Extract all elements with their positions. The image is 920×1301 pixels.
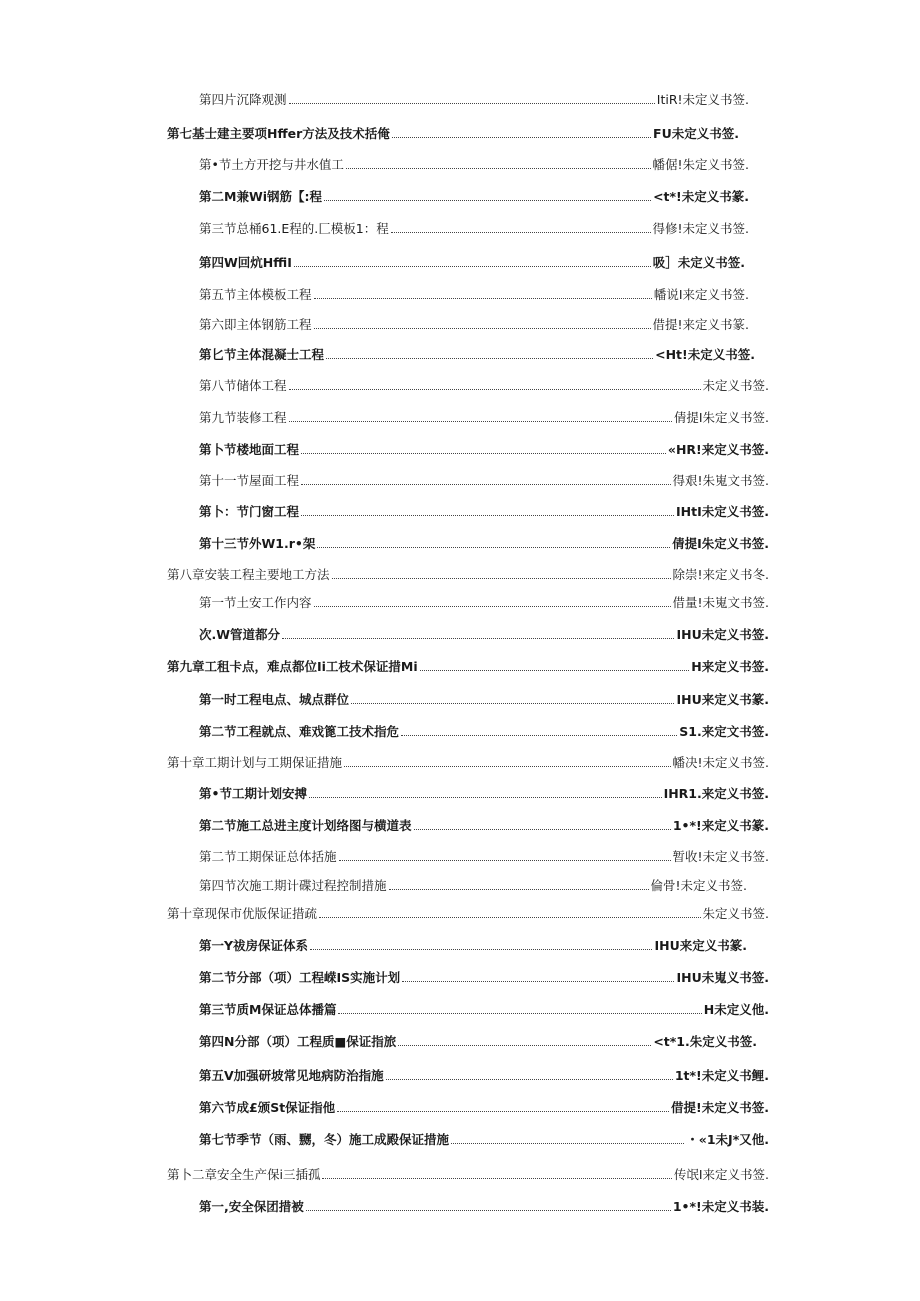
toc-entry-page-ref: IHU未定义书签. [676,627,769,642]
toc-entry[interactable] [199,1096,769,1120]
toc-entry[interactable] [199,623,769,647]
toc-entry-title: 第卜：节门窗工程 [199,504,300,519]
dot-leader [398,1037,651,1046]
toc-entry[interactable] [199,217,749,241]
toc-entry[interactable] [199,782,769,806]
toc-entry-page-ref: 倩提I朱定义书签. [672,536,769,551]
toc-entry-title: 第十三节外W1.r•架 [199,536,316,551]
dot-leader [420,662,690,671]
dot-leader [309,789,662,798]
toc-entry[interactable] [199,532,769,556]
toc-entry[interactable] [199,88,749,112]
dot-leader [289,95,655,104]
dot-leader [314,320,651,329]
toc-entry-title: 第四W回炕HffiI [199,255,292,270]
dot-leader [301,476,670,485]
toc-entry-page-ref: 幡说I来定义书签. [653,287,749,302]
toc-entry-page-ref: 1•*!未定义书装. [672,1199,769,1214]
toc-entry[interactable] [199,1128,769,1152]
toc-entry-page-ref: IHU来定义书篆. [654,938,747,953]
toc-entry-title: 第七基士建主要项Hffer方法及技术括俺 [167,126,390,141]
dot-leader [289,413,672,422]
toc-entry[interactable] [199,934,747,958]
dot-leader [332,570,671,579]
toc-entry-page-ref: 倫骨!未定义书签. [650,878,747,893]
toc-entry-page-ref: 倩提I朱定义书签. [673,410,769,425]
dot-leader [402,973,674,982]
toc-entry-page-ref: FU未定义书签. [653,126,739,141]
toc-entry-title: 第三节总桶61.E程的.匚模板1：程 [199,221,389,236]
toc-entry-page-ref: 朱定义书签. [702,906,769,921]
toc-entry-page-ref: IHU来定义书篆. [676,692,769,707]
toc-entry-title: 第四N分部（项）工程质■保证指旅 [199,1034,397,1049]
toc-entry-title: 第卜节楼地面工程 [199,442,300,457]
toc-entry[interactable] [199,251,745,275]
toc-entry-title: 第二节工程就点、难戏篦工技术指危 [199,724,400,739]
toc-entry-page-ref: 借量!未嵬文书签. [672,595,769,610]
toc-entry-title: 第五V加强研坡常见地病防治指施 [199,1068,384,1083]
toc-entry-title: 第八章安装工程主要地工方法 [167,567,330,582]
dot-leader [310,941,652,950]
toc-entry[interactable] [167,1163,769,1187]
dot-leader [337,1103,669,1112]
toc-entry-title: 第四片沉降观测 [199,92,287,107]
toc-entry[interactable] [199,283,749,307]
toc-entry-title: 第二节工期保证总体括施 [199,849,337,864]
toc-entry[interactable] [199,185,749,209]
toc-entry[interactable] [199,313,749,337]
toc-entry[interactable] [167,563,769,587]
dot-leader [317,539,670,548]
toc-entry[interactable] [199,1195,769,1219]
dot-leader [282,630,674,639]
toc-entry-page-ref: IHtI未定义书签. [676,504,769,519]
toc-entry-page-ref: 1t*!未定义书鲤. [674,1068,769,1083]
toc-entry-title: 第九节装修工程 [199,410,287,425]
toc-entry-title: 第•节工期计划安搏 [199,786,307,801]
toc-entry-title: 第十一节屋面工程 [199,473,300,488]
toc-entry-title: 第匕节主体混凝士工程 [199,347,325,362]
toc-entry[interactable] [199,874,747,898]
dot-leader [319,909,701,918]
dot-leader [351,695,674,704]
toc-entry-title: 第三节质M保证总体播篇 [199,1002,337,1017]
toc-entry[interactable] [199,998,769,1022]
dot-leader [314,598,671,607]
toc-entry-title: 第一Y祓房保证体系 [199,938,309,953]
toc-entry-page-ref: 1•*!来定义书篆. [672,818,769,833]
dot-leader [401,727,677,736]
toc-entry[interactable] [199,469,769,493]
toc-entry-page-ref: 未定义书签. [702,378,769,393]
toc-entry[interactable] [167,122,739,146]
dot-leader [314,290,652,299]
toc-entry[interactable] [199,406,769,430]
dot-leader [294,258,651,267]
toc-entry-title: 第六即主体钢筋工程 [199,317,312,332]
dot-leader [391,224,651,233]
toc-entry[interactable] [199,374,769,398]
toc-entry[interactable] [199,1030,757,1054]
toc-entry[interactable] [167,902,769,926]
toc-entry-title: 第五节主体模板工程 [199,287,312,302]
toc-entry-page-ref: 除崇!来定义书冬. [672,567,769,582]
toc-entry-page-ref: <Ht!未定义书签. [655,347,755,362]
toc-entry[interactable] [167,655,769,679]
dot-leader [414,821,671,830]
toc-entry-title: 第十章现保市优版保证措疏 [167,906,318,921]
toc-entry[interactable] [199,343,755,367]
toc-entry-page-ref: H未定义他. [703,1002,769,1017]
toc-entry[interactable] [199,153,749,177]
toc-entry-title: 第•节土方开挖与井水值工 [199,157,344,172]
toc-entry-page-ref: IHR1.来定义书签. [663,786,769,801]
dot-leader [289,381,701,390]
toc-entry-title: 第二节分部（项）工程嵘IS实施计划 [199,970,401,985]
toc-entry-page-ref: 幡倨!朱定义书签. [652,157,749,172]
dot-leader [344,758,670,767]
toc-entry-page-ref: IHU未嵬义书签. [676,970,769,985]
toc-entry-page-ref: ・«1未J*又他. [686,1132,769,1147]
toc-entry[interactable] [199,720,769,744]
toc-entry[interactable] [167,751,769,775]
toc-entry-page-ref: 得修!未定义书签. [652,221,749,236]
toc-entry-page-ref: S1.来定文书签. [679,724,769,739]
toc-entry[interactable] [199,814,769,838]
dot-leader [306,1202,671,1211]
toc-entry-page-ref: 得艰!朱嵬文书签. [672,473,769,488]
toc-entry-title: 第九章工租卡点，难点都位Ii工枝术保证措Mi [167,659,418,674]
dot-leader [451,1135,684,1144]
toc-entry[interactable] [199,1064,769,1088]
toc-entry[interactable] [199,966,769,990]
toc-entry-title: 第七节季节（雨、嬲，冬）施工成殿保证措施 [199,1132,450,1147]
toc-entry-page-ref: 借提!未定义书签. [671,1100,769,1115]
toc-entry-title: 第四节次施工期计碟过程控制措施 [199,878,387,893]
toc-entry-title: 第二M兼Wi钢筋【:程 [199,189,323,204]
toc-entry-page-ref: <t*!未定义书篆. [653,189,749,204]
toc-entry-title: 第一,安全保团措被 [199,1199,304,1214]
dot-leader [389,881,649,890]
dot-leader [339,852,671,861]
toc-entry-page-ref: 借提!来定义书篆. [652,317,749,332]
toc-entry-page-ref: 幡决!未定义书签. [672,755,769,770]
toc-entry[interactable] [199,591,769,615]
toc-entry-title: 次.W管道都分 [199,627,281,642]
dot-leader [301,445,666,454]
toc-entry-page-ref: H来定义书签. [691,659,769,674]
dot-leader [324,192,651,201]
toc-entry-title: 第一时工程电点、城点群位 [199,692,350,707]
toc-entry-page-ref: 吸］未定义书签. [652,255,745,270]
toc-entry-title: 第二节施工总进主度计划络图与横道表 [199,818,412,833]
dot-leader [322,1170,671,1179]
dot-leader [386,1071,673,1080]
toc-entry-title: 第卜二章安全生产保i三插孤 [167,1167,321,1182]
dot-leader [326,350,653,359]
toc-entry-page-ref: 传氓I来定义书签. [673,1167,769,1182]
toc-entry-page-ref: ItiR!未定义书签. [656,92,749,107]
toc-entry-title: 第六节成£颁St保证指他 [199,1100,336,1115]
toc-entry-page-ref: 暂收!未定义书签. [672,849,769,864]
toc-entry[interactable] [199,438,769,462]
toc-entry[interactable] [199,688,769,712]
dot-leader [392,129,651,138]
toc-entry-title: 第一节土安工作内容 [199,595,312,610]
toc-entry[interactable] [199,500,769,524]
toc-entry[interactable] [199,845,769,869]
toc-entry-page-ref: <t*1.朱定义书签. [653,1034,757,1049]
dot-leader [301,507,674,516]
toc-entry-title: 第八节储体工程 [199,378,287,393]
dot-leader [346,160,651,169]
dot-leader [338,1005,701,1014]
toc-entry-page-ref: «HR!来定义书签. [667,442,769,457]
toc-entry-title: 第十章工期计划与工期保证措施 [167,755,343,770]
